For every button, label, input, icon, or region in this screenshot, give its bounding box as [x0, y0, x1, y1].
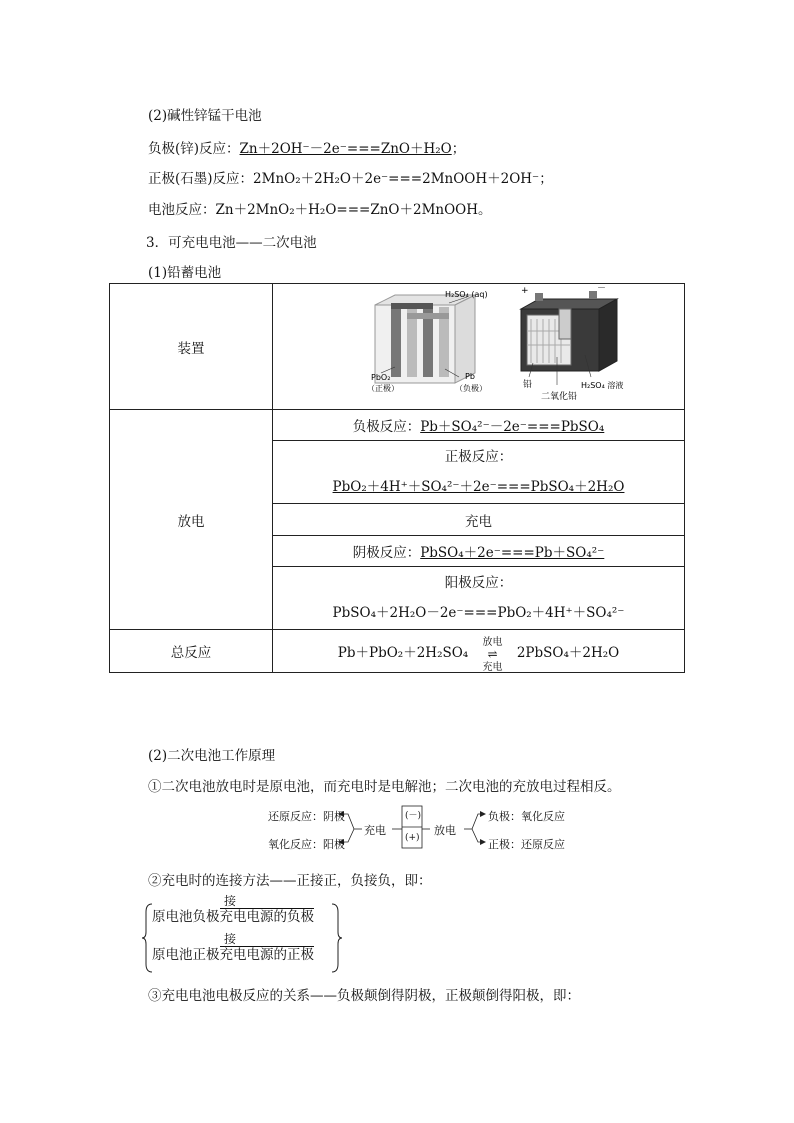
brace-line2-b: 充电电源的正极	[219, 947, 314, 963]
cathode-rxn-cell	[273, 536, 685, 567]
lead-battery-figure	[299, 287, 659, 403]
brace-line2-a: 原电池正极	[152, 947, 220, 963]
cell-reaction-line	[148, 198, 492, 218]
cell-label: 电池反应：	[148, 202, 216, 218]
total-label: 总反应	[110, 630, 273, 673]
neg-rxn-label: 负极反应：	[352, 419, 421, 435]
label-h2so4-aq: H₂SO₄ (aq)	[444, 289, 488, 299]
pos-label: 正极(石墨)反应：	[148, 171, 254, 187]
anode-rxn: PbSO₄＋2H₂O－2e⁻===PbO₂＋4H⁺＋SO₄²⁻	[332, 605, 625, 621]
neg-rxn-cell	[273, 410, 685, 441]
diag-minus: (－)	[405, 811, 422, 821]
anode-rxn-label: 阳极反应：	[444, 575, 513, 591]
label-lead-dioxide: 二氧化铅	[540, 391, 577, 402]
diag-discharge: 放电	[434, 824, 456, 837]
lead-battery-table	[109, 283, 685, 673]
brace-line1-b: 充电电源的负极	[219, 909, 314, 925]
label-lead: 铅	[522, 379, 532, 390]
device-figure-cell	[273, 284, 685, 410]
principle-p2: ②充电时的连接方法——正接正，负接负，即：	[148, 873, 432, 889]
total-rxn-cell	[273, 630, 685, 673]
jie-label-1: 接	[224, 894, 237, 908]
arrow-above: 放电	[482, 636, 503, 648]
cathode-rxn-label: 阴极反应：	[352, 545, 421, 561]
pos-equation: 2MnO₂＋2H₂O＋2e⁻===2MnOOH＋2OH⁻	[253, 171, 540, 187]
label-pbo2: PbO₂	[370, 372, 390, 382]
cell-equation: Zn＋2MnO₂＋H₂O===ZnO＋2MnOOH	[215, 202, 479, 218]
diag-negative-oxidation: 负极：氧化反应	[488, 810, 565, 823]
pos-rxn: PbO₂＋4H⁺＋SO₄²⁻＋2e⁻===PbSO₄＋2H₂O	[332, 479, 625, 495]
label-plus: +	[520, 286, 529, 296]
discharge-label: 放电	[110, 410, 273, 630]
charge-label: 充电	[273, 504, 685, 536]
pos-rxn-cell	[273, 441, 685, 504]
device-label: 装置	[110, 284, 273, 410]
principle-p1: ①二次电池放电时是原电池，而充电时是电解池；二次电池的充放电过程相反。	[148, 779, 621, 795]
section3-title: 3．可充电电池——二次电池	[146, 235, 317, 251]
jie-label-2: 接	[224, 932, 237, 946]
label-h2so4-sol: H₂SO₄ 溶液	[580, 380, 623, 390]
brace-line1-a: 原电池负极	[152, 909, 220, 925]
principle-title: (2)二次电池工作原理	[148, 748, 276, 764]
diag-charge: 充电	[364, 824, 386, 837]
principle-p3: ③充电电池电极反应的关系——负极颠倒得阴极，正极颠倒得阳极，即：	[148, 988, 580, 1004]
pos-reaction-line	[148, 167, 553, 187]
neg-label: 负极(锌)反应：	[148, 141, 240, 157]
anode-rxn-cell	[273, 567, 685, 630]
diag-plus: (+)	[405, 833, 420, 843]
neg-reaction-line	[148, 137, 465, 157]
pos-end: ；	[539, 171, 553, 187]
neg-rxn: Pb＋SO₄²⁻－2e⁻===PbSO₄	[420, 419, 605, 435]
diag-oxidation-anode: 氧化反应：阳极	[268, 838, 345, 851]
section-title-zn-mn: (2)碱性锌锰干电池	[148, 108, 262, 124]
label-pb: Pb	[464, 371, 475, 381]
neg-equation: Zn＋2OH⁻－2e⁻===ZnO＋H₂O	[239, 141, 452, 157]
arrow-below: 充电	[482, 661, 503, 673]
diag-reduction-cathode: 还原反应：阴极	[268, 810, 345, 823]
total-left: Pb＋PbO₂＋2H₂SO₄	[337, 645, 469, 661]
label-neg-tag: （负极）	[454, 383, 487, 393]
charge-discharge-diagram	[268, 804, 565, 852]
lead-battery-title: (1)铅蓄电池	[148, 265, 222, 281]
label-pos-tag: （正极）	[366, 383, 399, 393]
total-right: 2PbSO₄＋2H₂O	[516, 645, 620, 661]
cell-end: 。	[478, 202, 492, 218]
cathode-rxn: PbSO₄＋2e⁻===Pb＋SO₄²⁻	[420, 545, 605, 561]
neg-end: ；	[451, 141, 466, 157]
diag-positive-reduction: 正极：还原反应	[488, 838, 565, 851]
schematic-figure	[367, 290, 488, 393]
label-minus: －	[596, 286, 606, 294]
cutaway-figure	[521, 287, 623, 402]
reversible-arrow: 放电 ⇌ 充电	[473, 648, 513, 660]
pos-rxn-label: 正极反应：	[444, 449, 513, 465]
